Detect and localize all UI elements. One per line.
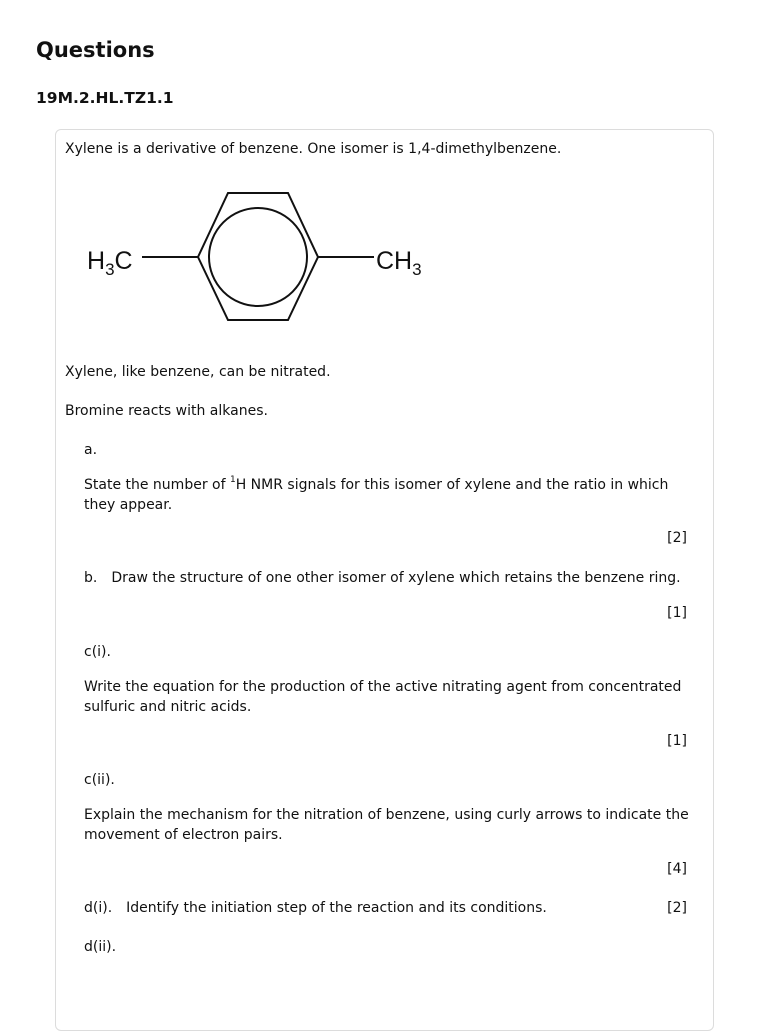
xylene-structure-diagram (78, 182, 478, 332)
intro-line-3: Bromine reacts with alkanes. (65, 403, 268, 419)
part-dii-label: d(ii). (84, 939, 117, 955)
methyl-group-left: $H_3C$ (87, 247, 133, 279)
part-cii-text: Explain the mechanism for the nitration of benzene, using curly arrows to indicate the movement of electron pairs. (84, 807, 689, 843)
part-b-text: b. Draw the structure of one other isomer of xylene which retains the benzene ring. (84, 570, 681, 586)
part-ci-marks: [1] (667, 733, 687, 749)
part-di-text: d(i). Identify the initiation step of the reaction and its conditions. (84, 900, 547, 916)
methyl-group-right: $CH_3$ (376, 247, 422, 279)
part-b-marks: [1] (667, 605, 687, 621)
intro-line-2: Xylene, like benzene, can be nitrated. (65, 364, 331, 380)
part-a-label: a. (84, 442, 98, 458)
part-di-marks: [2] (667, 900, 687, 916)
benzene-hexagon (198, 193, 318, 320)
page-title: Questions (36, 38, 155, 62)
part-ci-text: Write the equation for the production of the active nitrating agent from concentrated sulfuric and nitric acids. (84, 679, 682, 715)
question-card (55, 129, 714, 1031)
aromatic-ring-circle (209, 208, 307, 306)
intro-line-1: Xylene is a derivative of benzene. One isomer is 1,4-dimethylbenzene. (65, 141, 562, 157)
part-cii-marks: [4] (667, 861, 687, 877)
part-ci-label: c(i). (84, 644, 111, 660)
part-a-marks: [2] (667, 530, 687, 546)
question-code: 19M.2.HL.TZ1.1 (36, 89, 174, 107)
part-cii-label: c(ii). (84, 772, 115, 788)
part-a-text: State the number of $^1$H NMR signals for this isomer of xylene and the ratio in which they appear. (84, 475, 669, 513)
